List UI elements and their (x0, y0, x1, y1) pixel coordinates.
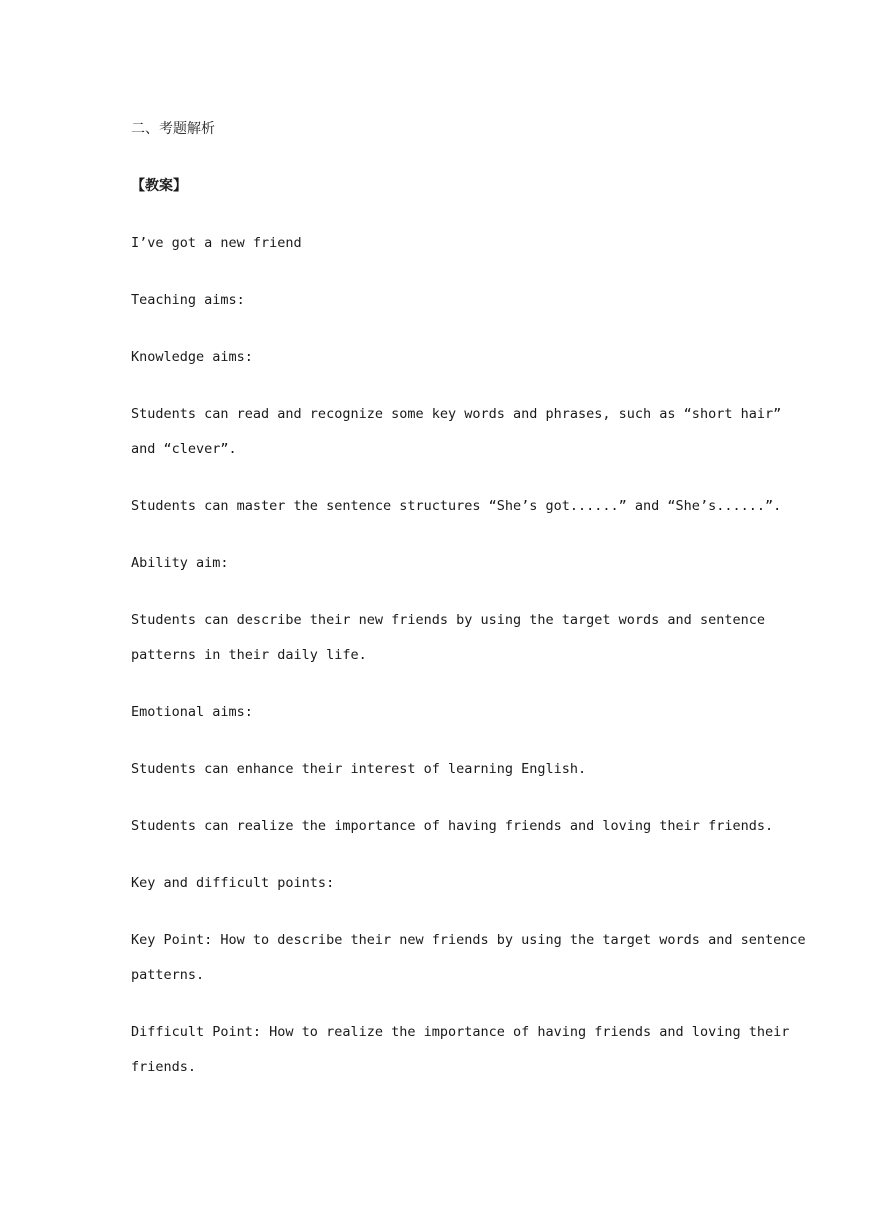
key-point-line-1: Key Point: How to describe their new friends by using the target words and sentence (131, 932, 806, 948)
lesson-plan-label: 【教案】 (131, 178, 187, 194)
teaching-aims-heading: Teaching aims: (131, 292, 245, 308)
lesson-title: I’ve got a new friend (131, 235, 302, 251)
emotional-aims-heading: Emotional aims: (131, 704, 253, 720)
knowledge-item-1-line-1: Students can read and recognize some key words and phrases, such as “short hair” (131, 406, 782, 422)
difficult-point-line-1: Difficult Point: How to realize the importance of having friends and loving their (131, 1024, 790, 1040)
knowledge-aims-heading: Knowledge aims: (131, 349, 253, 365)
emotional-item-2: Students can realize the importance of having friends and loving their friends. (131, 818, 774, 834)
knowledge-item-1-line-2: and “clever”. (131, 441, 237, 457)
ability-item-line-1: Students can describe their new friends by using the target words and sentence (131, 612, 765, 628)
difficult-point-line-2: friends. (131, 1059, 197, 1075)
knowledge-item-2: Students can master the sentence structures “She’s got......” and “She’s......”. (131, 498, 782, 514)
section-heading: 二、考题解析 (131, 121, 215, 137)
ability-item-line-2: patterns in their daily life. (131, 647, 367, 663)
document-body (131, 118, 806, 1078)
key-difficult-points-heading: Key and difficult points: (131, 875, 335, 891)
ability-aim-heading: Ability aim: (131, 555, 229, 571)
key-point-line-2: patterns. (131, 967, 205, 983)
emotional-item-1: Students can enhance their interest of learning English. (131, 761, 587, 777)
